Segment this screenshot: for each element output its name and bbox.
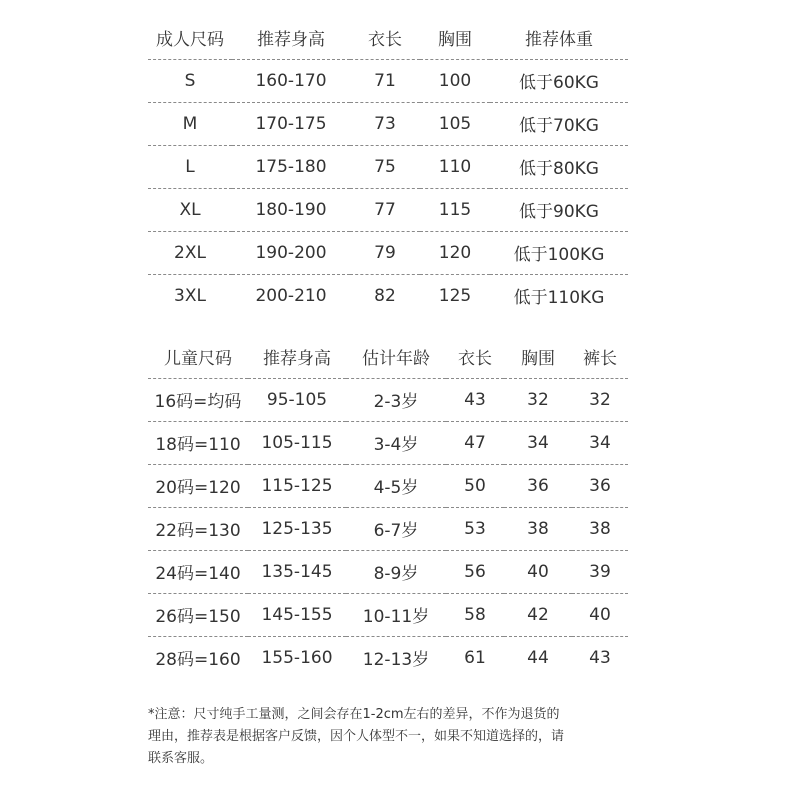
- child-cell-age: 12-13岁: [362, 650, 430, 671]
- child-cell-size: 20码=120: [155, 478, 241, 498]
- child-cell-pants: 34: [589, 432, 611, 453]
- child-cell-chest: 40: [527, 561, 549, 582]
- child-cell-length: 53: [464, 518, 486, 539]
- adult-cell-weight: 低于60KG: [519, 73, 599, 93]
- child-header-pants: 裤长: [583, 349, 617, 370]
- child-cell-pants: 32: [589, 389, 611, 410]
- adult-header-height: 推荐身高: [257, 30, 325, 51]
- child-header-length: 衣长: [458, 349, 492, 370]
- child-cell-chest: 32: [527, 389, 549, 410]
- adult-cell-height: 175-180: [255, 156, 327, 177]
- child-cell-chest: 36: [527, 475, 549, 496]
- adult-header-weight: 推荐体重: [525, 30, 593, 51]
- adult-cell-length: 71: [374, 70, 396, 91]
- adult-cell-size: S: [184, 70, 196, 91]
- adult-cell-chest: 115: [438, 199, 472, 220]
- adult-cell-height: 160-170: [255, 70, 327, 91]
- child-cell-length: 47: [464, 432, 486, 453]
- child-cell-size: 26码=150: [155, 607, 241, 627]
- adult-cell-length: 79: [374, 242, 396, 263]
- adult-cell-height: 190-200: [255, 242, 327, 263]
- table-row: [148, 231, 628, 274]
- adult-header-chest: 胸围: [438, 30, 472, 51]
- child-cell-age: 3-4岁: [373, 435, 419, 455]
- table-row: [148, 593, 628, 636]
- adult-header-length: 衣长: [368, 30, 402, 51]
- child-cell-height: 105-115: [261, 432, 333, 453]
- adult-header-size: 成人尺码: [156, 30, 224, 51]
- child-cell-length: 56: [464, 561, 486, 582]
- adult-cell-length: 82: [374, 285, 396, 306]
- adult-cell-chest: 100: [438, 70, 472, 91]
- adult-cell-height: 200-210: [255, 285, 327, 306]
- table-row: [148, 102, 628, 145]
- table-row: [148, 421, 628, 464]
- adult-cell-height: 170-175: [255, 113, 327, 134]
- child-cell-size: 22码=130: [155, 521, 241, 541]
- child-cell-size: 24码=140: [155, 564, 241, 584]
- table-row: [148, 378, 628, 421]
- table-row: [148, 507, 628, 550]
- child-cell-size: 18码=110: [155, 435, 241, 455]
- child-cell-pants: 38: [589, 518, 611, 539]
- adult-cell-size: L: [185, 156, 195, 177]
- adult-cell-weight: 低于80KG: [519, 159, 599, 179]
- table-row: [148, 145, 628, 188]
- note-line: 联系客服。: [148, 751, 214, 766]
- note-line: *注意：尺寸纯手工量测，之间会存在1-2cm左右的差异，不作为退货的: [148, 707, 560, 722]
- child-cell-age: 8-9岁: [373, 564, 419, 584]
- child-cell-height: 125-135: [261, 518, 333, 539]
- child-header-age: 估计年龄: [362, 349, 430, 370]
- table-row: [148, 59, 628, 102]
- note-line: 理由，推荐表是根据客户反馈，因个人体型不一，如果不知道选择的，请: [148, 729, 565, 744]
- adult-cell-weight: 低于110KG: [513, 288, 605, 309]
- child-cell-height: 115-125: [261, 475, 333, 496]
- child-cell-age: 6-7岁: [373, 521, 419, 541]
- child-cell-age: 10-11岁: [362, 607, 430, 627]
- adult-cell-length: 73: [374, 113, 396, 134]
- child-cell-chest: 42: [527, 604, 549, 625]
- adult-cell-size: M: [182, 113, 198, 134]
- adult-cell-size: 2XL: [174, 242, 206, 263]
- child-cell-pants: 40: [589, 604, 611, 625]
- table-row: [148, 464, 628, 507]
- adult-header-row: [148, 17, 628, 59]
- adult-size-table: [148, 17, 628, 317]
- child-cell-length: 43: [464, 389, 486, 410]
- adult-cell-chest: 105: [438, 113, 472, 134]
- child-cell-length: 61: [464, 647, 486, 668]
- child-cell-length: 58: [464, 604, 486, 625]
- child-cell-length: 50: [464, 475, 486, 496]
- child-cell-chest: 34: [527, 432, 549, 453]
- size-disclaimer-note: [148, 704, 628, 770]
- child-cell-chest: 38: [527, 518, 549, 539]
- adult-cell-size: XL: [179, 199, 201, 220]
- child-cell-size: 28码=160: [155, 650, 241, 671]
- adult-cell-weight: 低于70KG: [519, 116, 599, 136]
- child-header-chest: 胸围: [521, 349, 555, 370]
- table-row: [148, 636, 628, 679]
- table-row: [148, 188, 628, 231]
- table-row: [148, 274, 628, 317]
- adult-cell-weight: 低于90KG: [519, 202, 599, 222]
- child-cell-age: 4-5岁: [373, 478, 419, 498]
- adult-cell-length: 75: [374, 156, 396, 177]
- adult-cell-length: 77: [374, 199, 396, 220]
- child-cell-height: 95-105: [266, 389, 328, 410]
- child-cell-pants: 36: [589, 475, 611, 496]
- child-cell-age: 2-3岁: [373, 392, 419, 412]
- child-cell-pants: 43: [589, 647, 611, 668]
- child-size-table: [148, 336, 628, 679]
- child-header-size: 儿童尺码: [164, 349, 232, 370]
- adult-cell-chest: 120: [438, 242, 472, 263]
- child-cell-pants: 39: [589, 561, 611, 582]
- adult-cell-weight: 低于100KG: [513, 245, 605, 265]
- adult-cell-height: 180-190: [255, 199, 327, 220]
- adult-cell-size: 3XL: [174, 285, 206, 306]
- child-cell-height: 135-145: [261, 561, 333, 582]
- table-row: [148, 550, 628, 593]
- child-header-height: 推荐身高: [263, 349, 331, 370]
- child-cell-chest: 44: [527, 647, 549, 668]
- child-header-row: [148, 336, 628, 378]
- child-cell-height: 155-160: [261, 647, 333, 668]
- child-cell-height: 145-155: [261, 604, 333, 625]
- adult-cell-chest: 110: [438, 156, 472, 177]
- child-cell-size: 16码=均码: [154, 392, 242, 412]
- adult-cell-chest: 125: [438, 285, 472, 306]
